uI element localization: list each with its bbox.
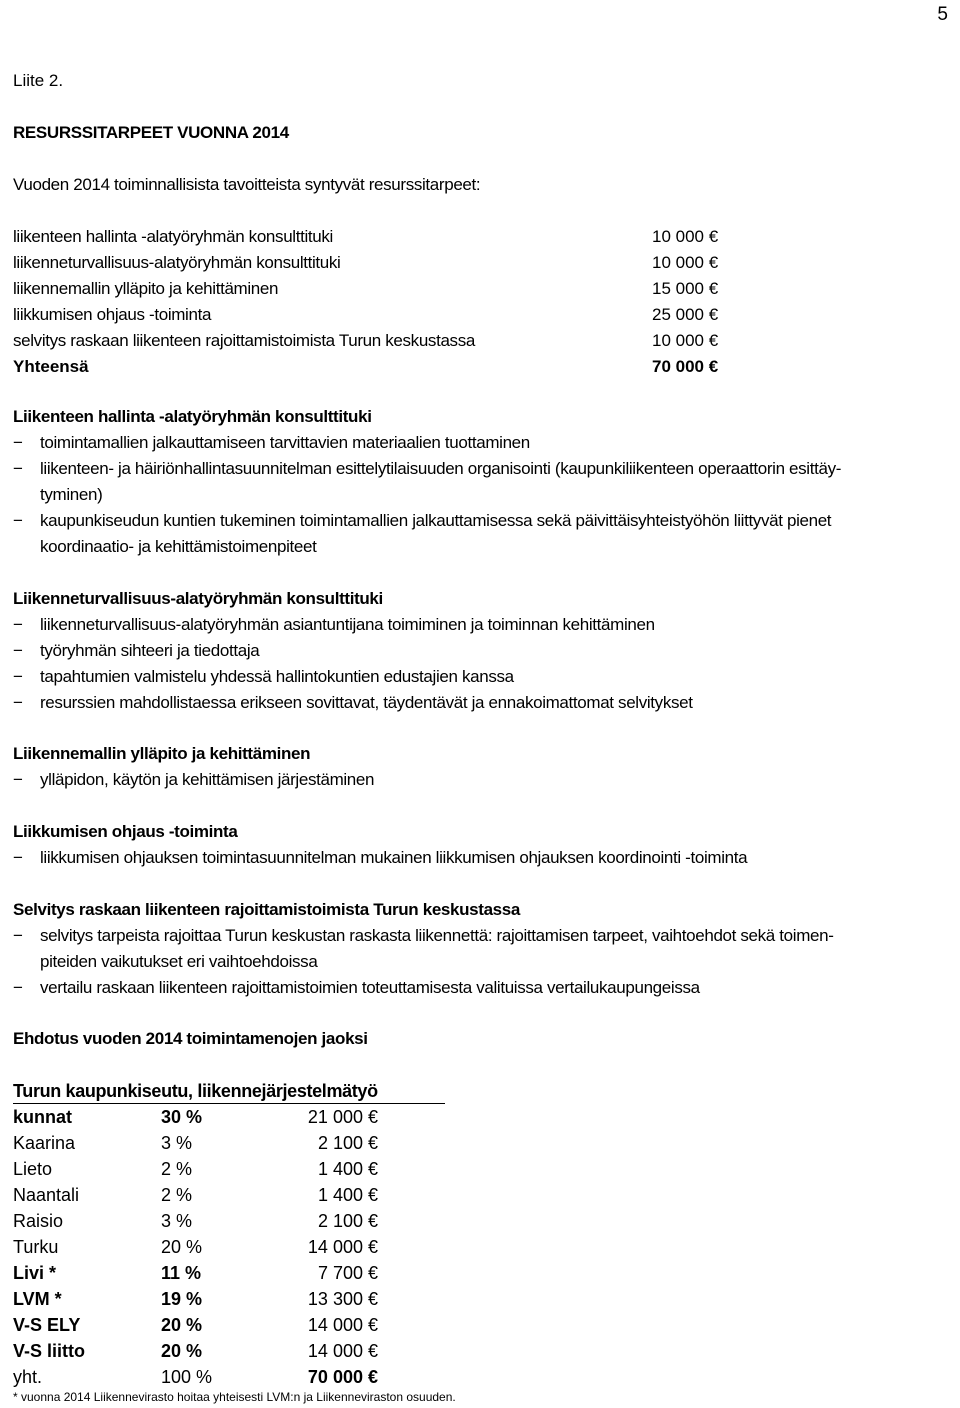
bullet-text: vertailu raskaan liikenteen rajoittamistoimien toteuttamisesta valituissa vertailukaupungeissa [40,978,700,997]
bullet-dash: − [13,770,23,789]
share-percent: 2 % [161,1159,193,1179]
section-heading: Liikkumisen ohjaus -toiminta [13,822,238,841]
resource-label: selvitys raskaan liikenteen rajoittamistoimista Turun keskustassa [13,331,475,350]
table-row [13,1130,378,1156]
share-percent: 20 % [161,1341,203,1361]
table-total-row [13,1364,378,1390]
bullet-text: kaupunkiseudun kuntien tukeminen toimintamallien jalkauttamisessa sekä päivittäisyhteistyöhön liittyvät pienet [40,511,832,530]
bullet-text: liikkumisen ohjauksen toimintasuunnitelman mukainen liikkumisen ohjauksen koordinointi -toiminta [40,848,748,867]
total-amount: 70 000 € [307,1367,378,1387]
section-heading: Liikenneturvallisuus-alatyöryhmän konsulttituki [13,589,383,608]
share-percent: 3 % [161,1211,193,1231]
share-percent: 19 % [161,1289,203,1309]
appendix-label: Liite 2. [13,71,64,90]
table-row [13,1208,378,1234]
bullet-dash: − [13,848,23,867]
bullet-text: ylläpidon, käytön ja kehittämisen järjestäminen [40,770,375,789]
municipality-name: kunnat [13,1107,73,1127]
resource-label: liikenteen hallinta -alatyöryhmän konsulttituki [13,227,333,246]
bullet-text: selvitys tarpeista rajoittaa Turun keskustan raskasta liikennettä: rajoittamisen tarpeet, vaihtoehdot sekä toimen- [40,926,834,945]
section-heading: Liikennemallin ylläpito ja kehittäminen [13,744,311,763]
table-row [13,1338,378,1364]
bullet-dash: − [13,693,23,712]
page-title: RESURSSITARPEET VUONNA 2014 [13,123,289,142]
table-title: Turun kaupunkiseutu, liikennejärjestelmätyö [13,1081,378,1101]
share-percent: 20 % [161,1315,203,1335]
bullet-text: liikenteen- ja häiriönhallintasuunnitelman esittelytilaisuuden organisointi (kaupunkiliikenteen operaattorin esittäy- [40,459,842,478]
intro-text: Vuoden 2014 toiminnallisista tavoitteista syntyvät resurssitarpeet: [13,175,481,194]
resource-amount: 10 000 € [652,253,719,272]
table-row [13,1312,378,1338]
share-amount: 1 400 € [317,1159,378,1179]
share-amount: 2 100 € [317,1133,378,1153]
municipality-name: LVM * [13,1289,62,1309]
section-heading: Liikenteen hallinta -alatyöryhmän konsulttituki [13,407,372,426]
municipality-name: Lieto [13,1159,53,1179]
bullet-text: toimintamallien jalkauttamiseen tarvittavien materiaalien tuottaminen [40,433,530,452]
table-row [13,1156,378,1182]
resource-amount: 25 000 € [652,305,719,324]
share-percent: 3 % [161,1133,193,1153]
share-amount: 14 000 € [307,1315,378,1335]
bullet-dash: − [13,641,23,660]
municipality-name: Kaarina [13,1133,76,1153]
municipality-name: Raisio [13,1211,64,1231]
bullet-text: tapahtumien valmistelu yhdessä hallintokuntien edustajien kanssa [40,667,514,686]
resource-amount: 10 000 € [652,227,719,246]
bullet-dash: − [13,667,23,686]
section-heading: Selvitys raskaan liikenteen rajoittamistoimista Turun keskustassa [13,900,520,919]
bullet-dash: − [13,433,23,452]
municipality-name: Livi * [13,1263,57,1283]
total-name: yht. [13,1367,43,1387]
bullet-dash: − [13,978,23,997]
share-percent: 2 % [161,1185,193,1205]
page-number: 5 [937,4,948,25]
share-amount: 14 000 € [307,1237,378,1257]
share-amount: 7 700 € [317,1263,378,1283]
table-row [13,1104,378,1130]
share-amount: 13 300 € [307,1289,378,1309]
bullet-text: liikenneturvallisuus-alatyöryhmän asiantuntijana toimiminen ja toiminnan kehittäminen [40,615,655,634]
bullet-dash: − [13,511,23,530]
resource-label: liikennemallin ylläpito ja kehittäminen [13,279,279,298]
bullet-text-continuation: tyminen) [40,485,103,504]
share-amount: 2 100 € [317,1211,378,1231]
share-amount: 1 400 € [317,1185,378,1205]
total-amount: 70 000 € [652,357,719,376]
bullet-dash: − [13,459,23,478]
share-amount: 14 000 € [307,1341,378,1361]
resource-label: liikkumisen ohjaus -toiminta [13,305,212,324]
bullet-text-continuation: piteiden vaikutukset eri vaihtoehdoissa [40,952,318,971]
share-percent: 11 % [161,1263,202,1283]
municipality-name: Naantali [13,1185,80,1205]
resource-label: liikenneturvallisuus-alatyöryhmän konsulttituki [13,253,341,272]
bullet-text: resurssien mahdollistaessa erikseen sovittavat, täydentävät ja ennakoimattomat selvitykset [40,693,693,712]
bullet-text-continuation: koordinaatio- ja kehittämistoimenpiteet [40,537,317,556]
table-row [13,1260,378,1286]
total-percent: 100 % [161,1367,213,1387]
resource-amount: 10 000 € [652,331,719,350]
share-percent: 30 % [161,1107,203,1127]
municipality-name: Turku [13,1237,59,1257]
table-row [13,1234,378,1260]
total-label: Yhteensä [13,357,89,376]
table-row [13,1286,378,1312]
municipality-name: V-S liitto [13,1341,85,1361]
bullet-text: työryhmän sihteeri ja tiedottaja [40,641,260,660]
share-amount: 21 000 € [307,1107,378,1127]
footnote: * vuonna 2014 Liikennevirasto hoitaa yhteisesti LVM:n ja Liikenneviraston osuuden. [13,1390,456,1404]
bullet-dash: − [13,615,23,634]
bullet-dash: − [13,926,23,945]
table-row [13,1182,378,1208]
municipality-name: V-S ELY [13,1315,81,1335]
share-percent: 20 % [161,1237,203,1257]
proposal-heading: Ehdotus vuoden 2014 toimintamenojen jaoksi [13,1029,368,1048]
resource-amount: 15 000 € [652,279,719,298]
